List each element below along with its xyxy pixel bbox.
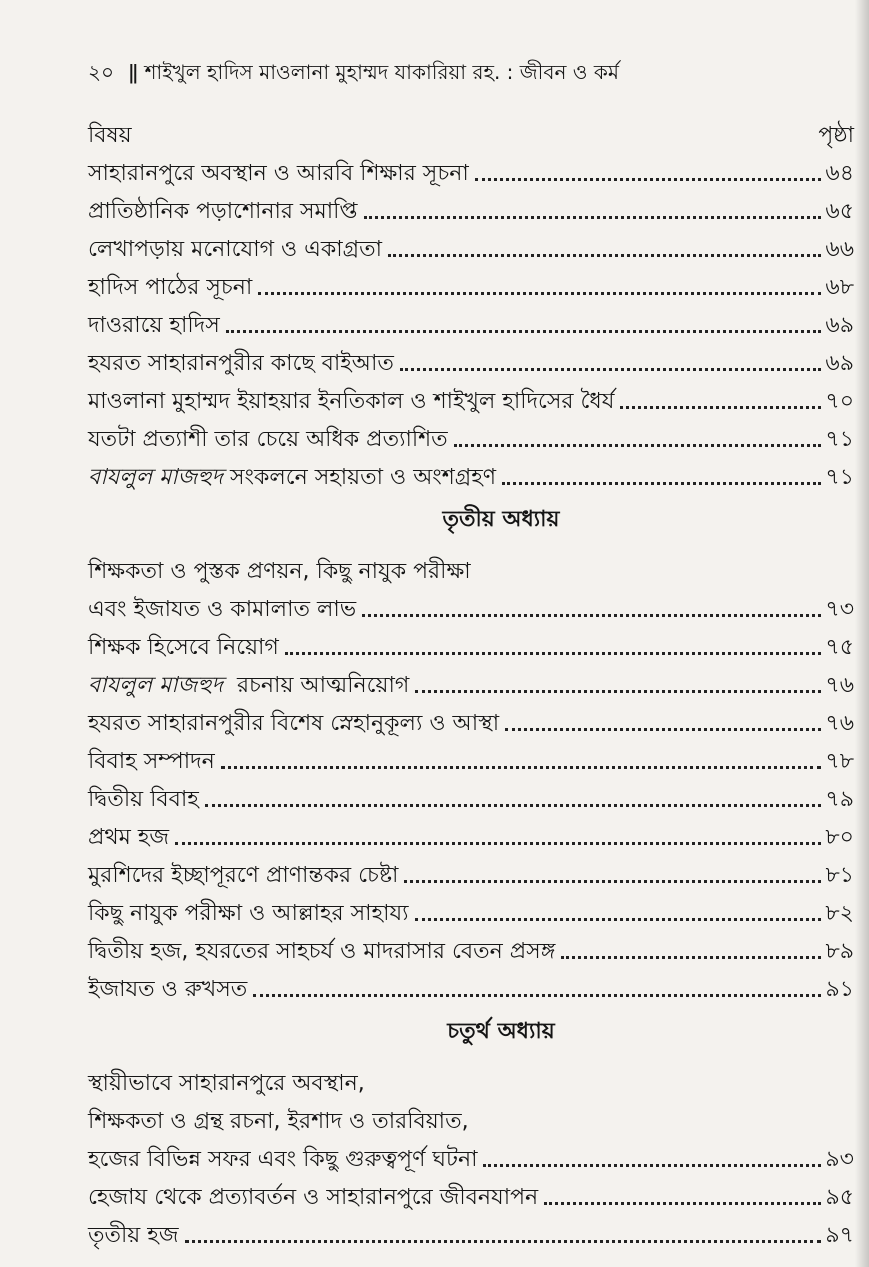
dot-leader [483, 1164, 821, 1167]
dot-leader [388, 254, 821, 257]
dot-leader [544, 1202, 821, 1205]
book-name-italic: বাযলুল মাজহুদ [88, 673, 223, 698]
dot-leader [205, 804, 822, 807]
toc-entry-page: ৬৬ [825, 237, 854, 262]
toc-entry-title: হাদিস পাঠের সূচনা [88, 275, 253, 300]
dot-leader [404, 880, 821, 883]
toc-entry [88, 966, 854, 1004]
toc-entry-page: ৯১ [825, 977, 854, 1002]
toc-entry-page: ৭১ [825, 427, 854, 452]
page-spine-shadow [855, 0, 869, 1267]
toc-entry-page: ৮১ [825, 863, 854, 888]
toc-entry-page: ৭০ [825, 389, 854, 414]
toc-entry-page: ৯৩ [825, 1147, 854, 1172]
toc-entry-title: মুরশিদের ইচ্ছাপূরণে প্রাণান্তকর চেষ্টা [88, 863, 399, 888]
toc-entry-page: ৭৩ [825, 597, 854, 622]
toc-entry [88, 1212, 854, 1250]
toc-entry-page: ৬৮ [825, 275, 854, 300]
toc-entry-title: দাওরায়ে হাদিস [88, 313, 220, 338]
page-column-header: পৃষ্ঠা [818, 123, 854, 148]
chapter-heading: চতুর্থ অধ্যায় [447, 1018, 555, 1044]
toc-entry [88, 378, 854, 416]
toc-entry-title: লেখাপড়ায় মনোযোগ ও একাগ্রতা [88, 237, 383, 262]
toc-entry [88, 188, 854, 226]
toc-entry-intro [88, 1060, 854, 1098]
book-name-italic: বাযলুল মাজহুদ [88, 465, 223, 490]
toc-entry-page: ৮২ [825, 901, 854, 926]
dot-leader [502, 482, 821, 485]
dot-leader [475, 178, 822, 181]
toc-entry-title: দ্বিতীয় বিবাহ [88, 787, 199, 812]
toc-entry [88, 1136, 854, 1174]
toc-entry-title: শিক্ষক হিসেবে নিয়োগ [88, 635, 279, 660]
toc-entry [88, 226, 854, 264]
toc-entry [88, 928, 854, 966]
toc-entry-page: ৬৯ [825, 313, 854, 338]
toc-entry-page: ৬৫ [825, 199, 854, 224]
toc-entry-title: শিক্ষকতা ও গ্রন্থ রচনা, ইরশাদ ও তারবিয়াত, [88, 1109, 469, 1134]
toc-entry-intro [88, 548, 854, 586]
toc-entry-intro [88, 1098, 854, 1136]
toc-entry-title-rest: রচনায় আত্মনিয়োগ [222, 673, 410, 698]
dot-leader [285, 652, 822, 655]
toc-entry-page: ৭৮ [825, 749, 854, 774]
toc-entry-page: ৬৯ [825, 351, 854, 376]
toc-entry [88, 416, 854, 454]
page-number: ২০ [88, 60, 115, 84]
toc-entry-page: ৯৫ [825, 1185, 854, 1210]
toc-entry-title: সাহারানপুরে অবস্থান ও আরবি শিক্ষার সূচনা [88, 161, 469, 186]
toc-entry [88, 852, 854, 890]
toc-entry-page: ৭৯ [825, 787, 854, 812]
toc-entry [88, 700, 854, 738]
toc-entry-page: ৭৫ [825, 635, 854, 660]
toc-entry-title: হেজায থেকে প্রত্যাবর্তন ও সাহারানপুরে জীবনযাপন [88, 1185, 539, 1210]
header-separator: ǁ [128, 60, 139, 84]
dot-leader [400, 368, 822, 371]
toc-entry-page: ৬৪ [825, 161, 854, 186]
toc-entry-page: ৯৭ [825, 1223, 854, 1248]
toc-entry-title: যতটা প্রত্যাশী তার চেয়ে অধিক প্রত্যাশিত [88, 427, 448, 452]
toc-entry-title [88, 672, 409, 700]
running-header [88, 58, 788, 91]
toc-entry [88, 302, 854, 340]
dot-leader [175, 842, 821, 845]
toc-entry [88, 738, 854, 776]
toc-entry-title: প্রাতিষ্ঠানিক পড়াশোনার সমাপ্তি [88, 199, 358, 224]
dot-leader [364, 216, 822, 219]
dot-leader [415, 918, 822, 921]
dot-leader [362, 614, 821, 617]
dot-leader [221, 766, 822, 769]
toc-entry-title: হযরত সাহারানপুরীর বিশেষ স্নেহানুকূল্য ও আস্থা [88, 711, 500, 736]
dot-leader [258, 292, 821, 295]
subject-column-header: বিষয় [88, 123, 132, 148]
toc-entry-title: তৃতীয় হজ [88, 1223, 179, 1248]
toc-entry [88, 340, 854, 378]
toc-entry [88, 586, 854, 624]
toc-entry-title: কিছু নাযুক পরীক্ষা ও আল্লাহর সাহায্য [88, 901, 409, 926]
toc-entry [88, 624, 854, 662]
toc-entry-title: মাওলানা মুহাম্মদ ইয়াহয়ার ইনতিকাল ও শাইখুল হাদিসের ধৈর্য [88, 389, 615, 414]
toc-entry-title: প্রথম হজ [88, 825, 170, 850]
toc-entry-title-rest: সংকলনে সহায়তা ও অংশগ্রহণ [222, 465, 497, 490]
dot-leader [253, 994, 821, 997]
toc-entry-title: ইজাযত ও রুখসত [88, 977, 248, 1002]
toc-entry-page: ৭১ [825, 465, 854, 490]
toc-entry-title: এবং ইজাযত ও কামালাত লাভ [88, 597, 357, 622]
toc-entry-page: ৮৯ [825, 939, 854, 964]
toc-entry-page: ৮০ [825, 825, 854, 850]
toc-entry [88, 150, 854, 188]
dot-leader [415, 690, 821, 693]
toc-entry [88, 454, 854, 492]
dot-leader [620, 406, 821, 409]
dot-leader [226, 330, 822, 333]
chapter-heading: তৃতীয় অধ্যায় [442, 506, 560, 532]
toc-entry-title: হজের বিভিন্ন সফর এবং কিছু গুরুত্বপূর্ণ ঘটনা [88, 1147, 478, 1172]
dot-leader [454, 444, 822, 447]
toc-entry-page: ৭৬ [825, 673, 854, 698]
toc-entry-page: ৭৬ [825, 711, 854, 736]
toc-entry-title: স্থায়ীভাবে সাহারানপুরে অবস্থান, [88, 1071, 365, 1096]
dot-leader [505, 728, 821, 731]
dot-leader [185, 1240, 822, 1243]
book-title: শাইখুল হাদিস মাওলানা মুহাম্মদ যাকারিয়া রহ. : জীবন ও কর্ম [144, 60, 619, 84]
toc-entry-title: হযরত সাহারানপুরীর কাছে বাইআত [88, 351, 394, 376]
toc-entry-title: শিক্ষকতা ও পুস্তক প্রণয়ন, কিছু নাযুক পরীক্ষা [88, 559, 471, 584]
toc-entry [88, 264, 854, 302]
toc-entry [88, 814, 854, 852]
toc-entry [88, 662, 854, 700]
toc-entry-title [88, 464, 496, 492]
toc-entry [88, 1174, 854, 1212]
toc-entry [88, 890, 854, 928]
table-of-contents [88, 150, 854, 1250]
dot-leader [561, 956, 821, 959]
toc-entry-title: বিবাহ সম্পাদন [88, 749, 215, 774]
toc-entry [88, 776, 854, 814]
toc-entry-title: দ্বিতীয় হজ, হযরতের সাহচর্য ও মাদরাসার বেতন প্রসঙ্গ [88, 939, 556, 964]
